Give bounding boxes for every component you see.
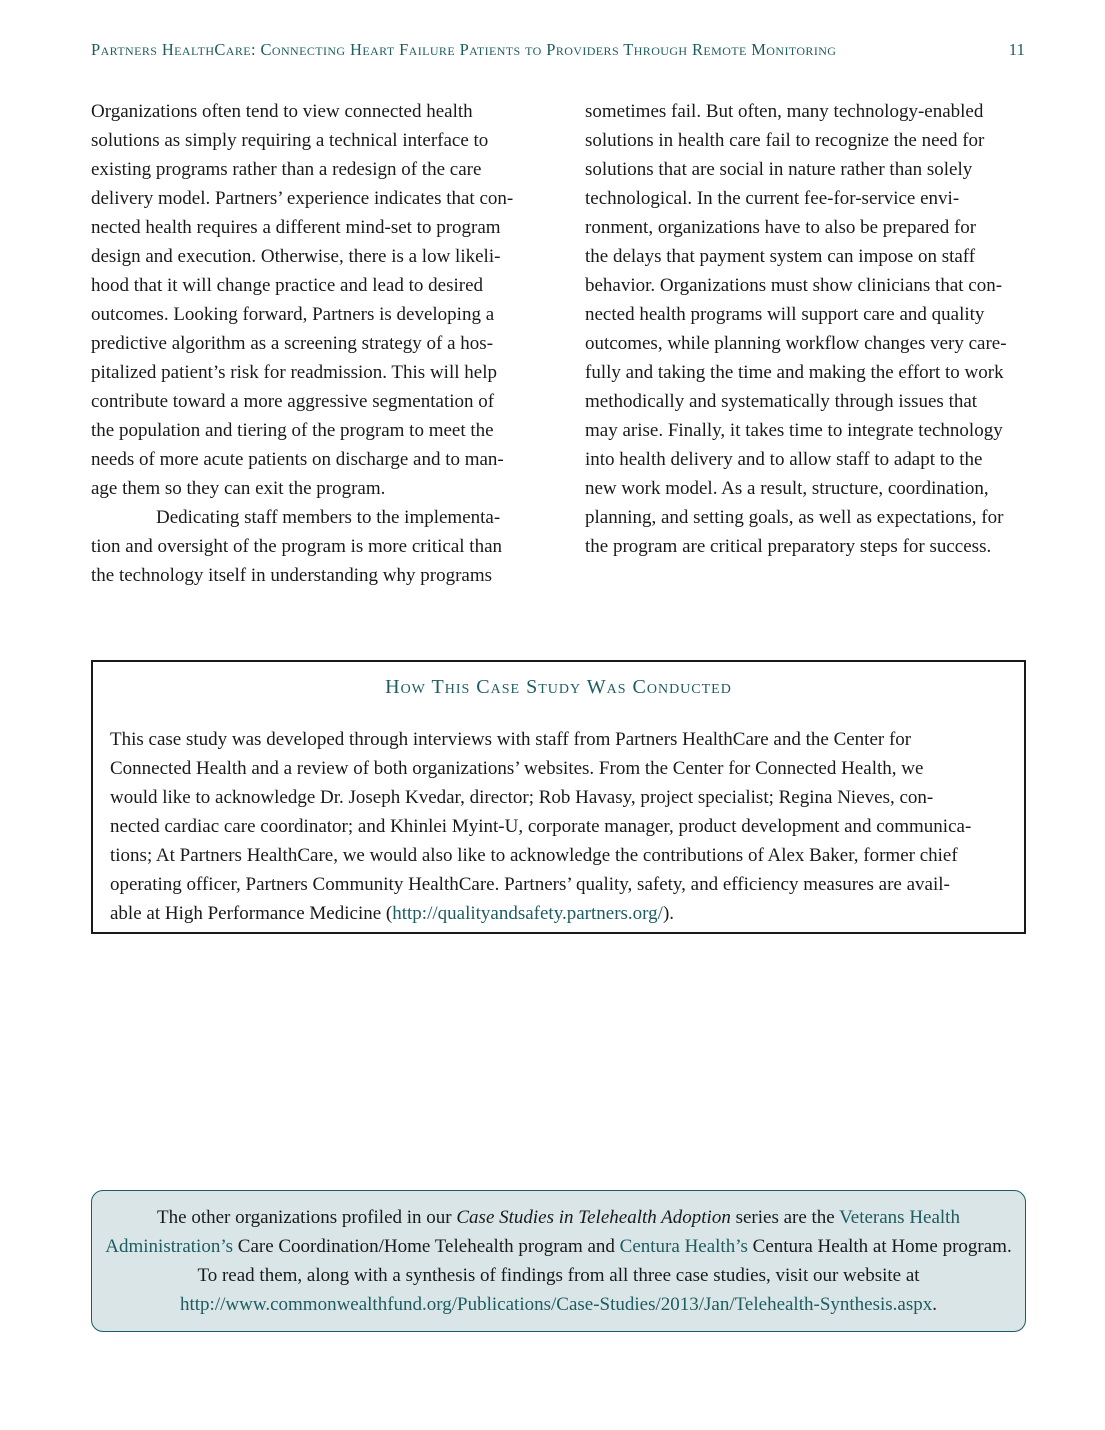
case-study-method-box	[91, 660, 1026, 934]
right-column	[585, 97, 1030, 561]
centura-link[interactable]: Centura Health’s	[619, 1236, 748, 1257]
left-column	[91, 97, 551, 590]
series-callout-text	[102, 1203, 1015, 1319]
right-paragraph: sometimes fail. But often, many technology-enabled solutions in health care fail to recognize the need for solutions that are social in nature rather than solely technological. In the current fee-for-service envi- ronment, organizations have to also be prepared for the delays that payment system can impose on staff behavior. Organizations must show clinicians that con- nected health programs will support care and quality outcomes, while planning workflow changes very care- fully and taking the time and making the effort to work methodically and systematically through issues that may arise. Finally, it takes time to integrate technology into health delivery and to allow staff to adapt to the new work model. As a result, structure, coordination, planning, and setting goals, as well as expectations, for the program are critical preparatory steps for success.	[585, 101, 1007, 557]
method-body-text: This case study was developed through interviews with staff from Partners HealthCare and the Center for Connected Health and a review of both organizations’ websites. From the Center for Connected Health, we would like to acknowledge Dr. Joseph Kvedar, director; Rob Havasy, project specialist; Regina Nieves, con- nected cardiac care coordinator; and Khinlei Myint-U, corporate manager, product development and communica- tions; At Partners HealthCare, we would also like to acknowledge the contributions of Alex Baker, former chief operating officer, Partners Community HealthCare. Partners’ quality, safety, and efficiency measures are avail- able at High Performance Medicine (	[110, 729, 972, 924]
series-callout-box	[91, 1190, 1026, 1332]
series-text-1: The other organizations profiled in our	[157, 1207, 457, 1228]
left-paragraph-2-first-line: Dedicating staff members to the implementa-	[156, 507, 501, 528]
va-link[interactable]: Veterans Health Administration’s	[105, 1207, 960, 1257]
quality-safety-link[interactable]: http://qualityandsafety.partners.org/	[392, 903, 663, 924]
left-paragraph-2-rest: tion and oversight of the program is more critical than the technology itself in understanding why programs	[91, 536, 503, 586]
method-body-end: ).	[662, 903, 675, 924]
series-text-2: series are the	[730, 1207, 840, 1228]
page-number: 11	[1008, 40, 1025, 59]
left-paragraph-1: Organizations often tend to view connected health solutions as simply requiring a technical interface to existing programs rather than a redesign of the care delivery model. Partners’ experience indicates that con- nected health requires a different mind-set to program design and execution. Otherwise, there is a low likeli- hood that it will change practice and lead to desired outcomes. Looking forward, Partners is developing a predictive algorithm as a screening strategy of a hos- pitalized patient’s risk for readmission. This will help contribute toward a more aggressive segmentation of the population and tiering of the program to meet the needs of more acute patients on discharge and to man- age them so they can exit the program.	[91, 101, 514, 499]
running-header-title: Partners HealthCare: Connecting Heart Failure Patients to Providers Through Remote Monitoring	[91, 40, 837, 59]
series-text-3: Care Coordination/Home Telehealth program and	[233, 1236, 620, 1257]
method-box-title: How This Case Study Was Conducted	[385, 676, 732, 698]
series-title: Case Studies in Telehealth Adoption	[456, 1207, 731, 1228]
synthesis-url-link[interactable]: http://www.commonwealthfund.org/Publications/Case-Studies/2013/Jan/Telehealth-Synthesis.aspx	[180, 1294, 933, 1315]
series-text-5: .	[932, 1294, 937, 1315]
series-text-4: Centura Health at Home program. To read them, along with a synthesis of findings from all three case studies, visit our website at	[197, 1236, 1012, 1286]
running-header	[91, 38, 1025, 66]
method-box-body	[110, 725, 1020, 928]
